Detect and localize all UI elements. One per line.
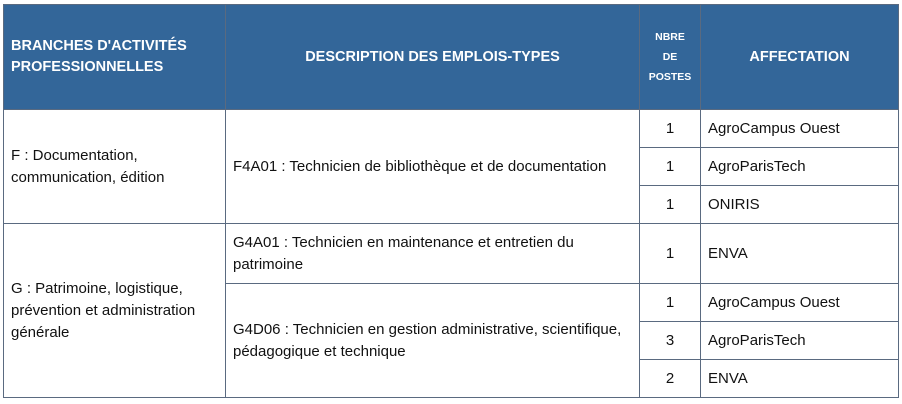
affectation-cell: ENVA <box>701 224 899 284</box>
affectation-cell: AgroCampus Ouest <box>701 284 899 322</box>
postes-count-cell: 1 <box>640 284 701 322</box>
job-description-cell: G4D06 : Technicien en gestion administrative, scientifique, pédagogique et technique <box>226 284 640 398</box>
header-nbre-line2: DE <box>662 51 678 63</box>
postes-count-cell: 2 <box>640 360 701 398</box>
branch-cell: G : Patrimoine, logistique, prévention et administration générale <box>4 224 226 398</box>
affectation-cell: AgroParisTech <box>701 148 899 186</box>
header-nbre-line3: POSTES <box>648 71 692 83</box>
affectation-cell: ONIRIS <box>701 186 899 224</box>
postes-count-cell: 3 <box>640 322 701 360</box>
header-description: DESCRIPTION DES EMPLOIS-TYPES <box>226 5 640 110</box>
job-description-cell: G4A01 : Technicien en maintenance et entretien du patrimoine <box>226 224 640 284</box>
header-row <box>4 5 899 110</box>
affectation-cell: ENVA <box>701 360 899 398</box>
header-branches: BRANCHES D'ACTIVITÉS PROFESSIONNELLES <box>4 5 226 110</box>
affectation-cell: AgroParisTech <box>701 322 899 360</box>
postes-count-cell: 1 <box>640 148 701 186</box>
postes-count-cell: 1 <box>640 224 701 284</box>
header-nbre-postes <box>640 5 701 110</box>
job-description-cell: F4A01 : Technicien de bibliothèque et de documentation <box>226 110 640 224</box>
header-affectation: AFFECTATION <box>701 5 899 110</box>
table-row <box>4 224 899 284</box>
affectation-cell: AgroCampus Ouest <box>701 110 899 148</box>
table-row <box>4 110 899 148</box>
branch-cell: F : Documentation, communication, édition <box>4 110 226 224</box>
header-nbre-line1: NBRE <box>655 31 685 43</box>
postes-count-cell: 1 <box>640 110 701 148</box>
job-positions-table <box>3 4 899 398</box>
postes-count-cell: 1 <box>640 186 701 224</box>
